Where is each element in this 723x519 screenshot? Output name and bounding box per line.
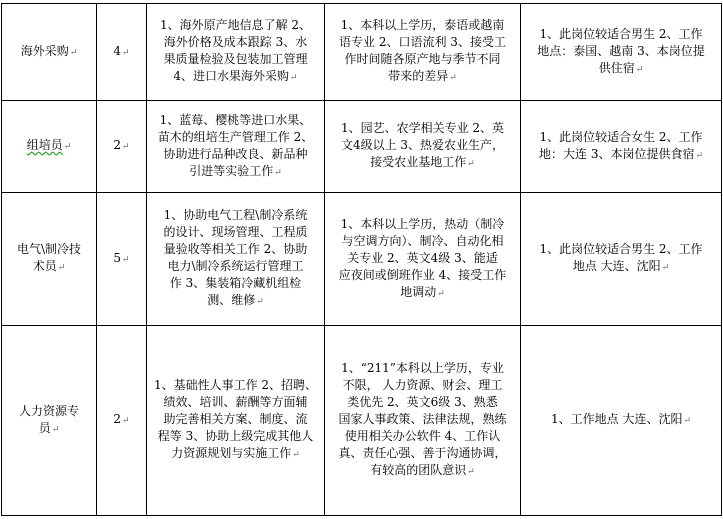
duties-cell: 1、基础性人事工作 2、招聘、 绩效、培训、薪酬等方面辅 助完善相关方案、制度、流 程等 3、协助上级完成其他人 力资源规划与实施工作↵: [147, 326, 325, 516]
paragraph-mark-icon: ↵: [467, 159, 475, 169]
requirements-cell: 1、园艺、农学相关专业 2、英 文4级以上 3、热爱农业生产， 接受农业基地工作↵: [325, 101, 521, 193]
paragraph-mark-icon: ↵: [635, 64, 644, 75]
recruitment-table: [1, 3, 722, 516]
paragraph-mark-icon: ↵: [57, 263, 66, 273]
position-cell: 人力资源专 员↵: [2, 326, 97, 516]
paragraph-mark-icon: ↵: [449, 73, 457, 83]
paragraph-mark-icon: ↵: [274, 167, 282, 178]
paragraph-mark-icon: ↵: [122, 254, 130, 265]
table-row: [2, 326, 722, 516]
paragraph-mark-icon: ↵: [437, 288, 445, 299]
duties-cell: 1、海外原产地信息了解 2、 海外价格及成本跟踪 3、水 果质量检验及包装加工管理 4、进口水果海外采购↵: [147, 4, 325, 101]
table-row: [2, 4, 722, 101]
paragraph-mark-icon: ↵: [122, 416, 130, 426]
paragraph-mark-icon: ↵: [63, 142, 72, 152]
notes-cell: 1、此岗位较适合女生 2、工作 地：大连 3、本岗位提供食宿↵: [521, 101, 722, 193]
position-line: 海外采购↵: [20, 43, 78, 58]
duties-cell: 1、协助电气工程\制冷系统 的设计、现场管理、工程质 量验收等相关工作 2、协助 电力\制冷系统运行管理工 作 3、集装箱冷藏机组检 测、维修↵: [147, 193, 325, 326]
duties-cell: 1、蓝莓、樱桃等进口水果、 苗木的组培生产管理工作 2、 协助进行品种改良、新品种 引进等实验工作↵: [147, 101, 325, 193]
table-row: [2, 193, 722, 326]
position-cell: 组培员↵: [2, 101, 97, 193]
paragraph-mark-icon: ↵: [292, 450, 300, 460]
position-cell: [2, 4, 97, 101]
table-row: [2, 101, 722, 193]
notes-cell: 1、此岗位较适合男生 2、工作 地点：泰国、越南 3、本岗位提 供住宿↵: [521, 4, 722, 101]
notes-cell: 1、工作地点 大连、沈阳↵: [521, 326, 722, 516]
paragraph-mark-icon: ↵: [51, 424, 60, 435]
paragraph-mark-icon: ↵: [122, 142, 130, 152]
paragraph-mark-icon: ↵: [290, 73, 298, 83]
paragraph-mark-icon: ↵: [69, 47, 78, 58]
paragraph-mark-icon: ↵: [256, 297, 264, 307]
requirements-cell: 1、本科以上学历，泰语或越南 语专业 2、口语流利 3、接受工 作时间随各原产地与季节不同 带来的差异↵: [325, 4, 521, 101]
position-cell: 电气\制冷技 术员↵: [2, 193, 97, 326]
headcount-cell: 5↵: [97, 193, 147, 326]
headcount-cell: 4↵: [97, 4, 147, 101]
notes-cell: 1、此岗位较适合男生 2、工作 地点 大连、沈阳↵: [521, 193, 722, 326]
requirements-cell: 1、“211”本科以上学历，专业 不限， 人力资源、财会、理工 类优先 2、英文6级 3、熟悉 国家人事政策、法律法规，熟练 使用相关办公软件 4、工作认 真、责任心强、善于沟通协调， 有较高的团队意识↵: [325, 326, 521, 516]
paragraph-mark-icon: ↵: [467, 467, 475, 477]
requirements-cell: 1、本科以上学历，热动（制冷 与空调方向）、制冷、自动化相 关专业 2、英文4级 3、能适 应夜间或倒班作业 4、接受工作 地调动↵: [325, 193, 521, 326]
paragraph-mark-icon: ↵: [661, 263, 670, 273]
paragraph-mark-icon: ↵: [122, 47, 130, 58]
headcount-cell: 2↵: [97, 101, 147, 193]
paragraph-mark-icon: ↵: [695, 150, 703, 161]
paragraph-mark-icon: ↵: [683, 416, 691, 426]
headcount-cell: 2↵: [97, 326, 147, 516]
